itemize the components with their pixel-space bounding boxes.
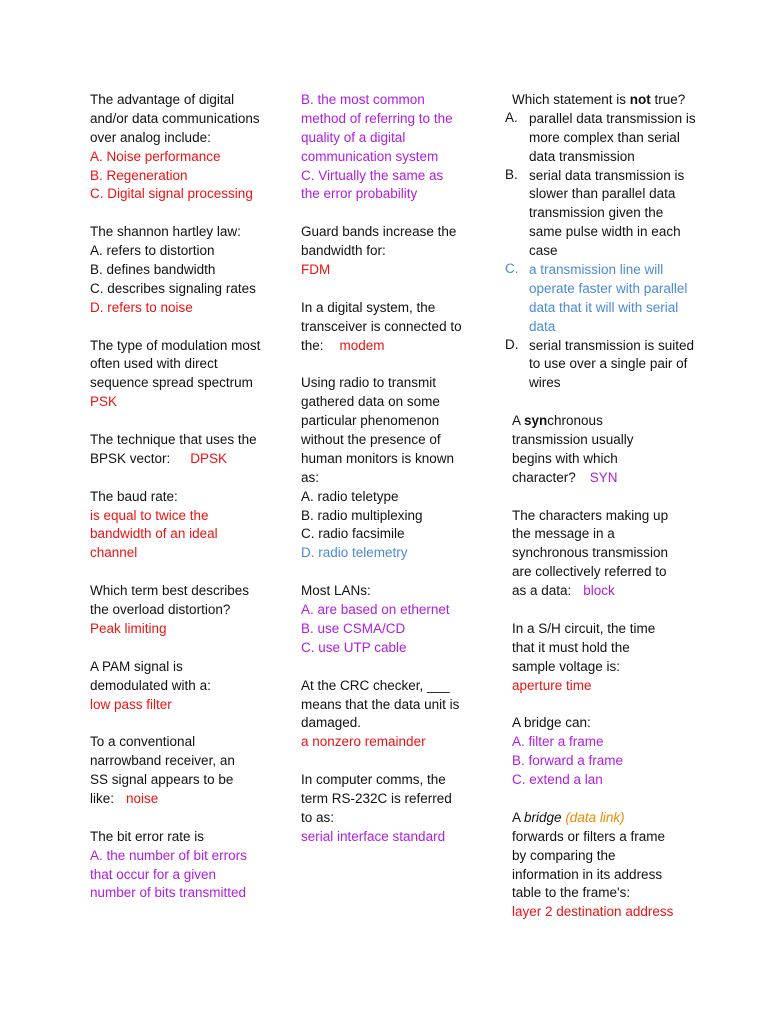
emphasis-text: bridge <box>524 809 562 825</box>
question-bit-error-rate <box>90 828 280 904</box>
question-text: as: <box>301 469 320 485</box>
question-synchronous <box>503 412 709 488</box>
question-text: damaged. <box>301 715 362 731</box>
question-baud-rate <box>90 488 280 564</box>
question-radio-telemetry <box>301 374 486 563</box>
emphasis-text: syn <box>524 413 548 429</box>
question-text: the message in a <box>512 526 615 542</box>
question-text: human monitors is known <box>301 450 455 466</box>
question-text: The baud rate: <box>90 488 178 504</box>
answer-text: FDM <box>301 262 331 278</box>
question-not-true <box>503 91 709 393</box>
question-text: character? <box>512 469 576 485</box>
question-lans <box>301 582 486 658</box>
option-b <box>503 167 709 261</box>
question-text: Which term best describes <box>90 583 250 599</box>
answer-text: data <box>529 318 556 334</box>
answer-text: communication system <box>301 148 439 164</box>
question-text <box>512 809 709 828</box>
question-text <box>90 450 280 469</box>
option-text: B. radio multiplexing <box>301 507 423 523</box>
question-text: like: <box>90 790 115 806</box>
question-rs232c <box>301 771 486 847</box>
question-text: term RS-232C is referred <box>301 790 452 806</box>
question-bridge-can <box>503 714 709 790</box>
answer-text: channel <box>90 545 138 561</box>
option-text: case <box>529 243 558 259</box>
question-text: Which statement is <box>512 92 630 107</box>
question-text <box>512 412 709 431</box>
option-text: C. describes signaling rates <box>90 280 256 296</box>
question-data-block <box>503 507 709 601</box>
question-text: The technique that uses the <box>90 432 257 448</box>
answer-text: B. use CSMA/CD <box>301 620 406 636</box>
answer-text: block <box>583 583 615 599</box>
emphasis-text: not <box>629 92 651 107</box>
answer-text: A. filter a frame <box>512 734 604 750</box>
question-text: SS signal appears to be <box>90 772 234 788</box>
column-1 <box>90 91 280 903</box>
answer-text: operate faster with parallel <box>529 280 688 296</box>
question-overload-distortion <box>90 582 280 639</box>
option-text: slower than parallel data <box>529 186 676 202</box>
question-text: The advantage of digital <box>90 92 235 107</box>
question-text: bandwidth for: <box>301 243 386 259</box>
question-text: demodulated with a: <box>90 677 211 693</box>
question-text: as a data: <box>512 583 572 599</box>
question-text: chronous <box>547 413 603 429</box>
question-modulation-type <box>90 337 280 413</box>
answer-text: a transmission line will <box>529 262 664 278</box>
question-text: narrowband receiver, an <box>90 753 235 769</box>
question-text: The shannon hartley law: <box>90 224 241 240</box>
question-text: particular phenomenon <box>301 413 440 429</box>
answer-text: A. the number of bit errors <box>90 847 247 863</box>
question-text: Most LANs: <box>301 583 371 599</box>
answer-text: low pass filter <box>90 696 172 712</box>
option-text: serial transmission is suited <box>529 337 695 353</box>
answer-text: that occur for a given <box>90 866 217 882</box>
answer-text: method of referring to the <box>301 110 453 126</box>
answer-text: C. extend a lan <box>512 772 603 788</box>
question-text: begins with which <box>512 450 618 466</box>
question-text: transceiver is connected to <box>301 318 462 334</box>
answer-text: C. Digital signal processing <box>90 186 253 202</box>
question-text: In a S/H circuit, the time <box>512 620 656 636</box>
option-text: same pulse width in each <box>529 224 681 240</box>
option-text: A. refers to distortion <box>90 243 215 259</box>
answer-text: aperture time <box>512 677 592 693</box>
answer-text: B. Regeneration <box>90 167 188 183</box>
answer-text: A. are based on ethernet <box>301 602 450 618</box>
question-transceiver <box>301 299 486 356</box>
answer-text: DPSK <box>190 450 228 466</box>
answer-text: serial interface standard <box>301 828 446 844</box>
column-2 <box>301 91 486 847</box>
question-text: often used with direct <box>90 356 218 372</box>
answer-text: a nonzero remainder <box>301 734 426 750</box>
question-text <box>512 582 709 601</box>
question-text: transmission usually <box>512 432 634 448</box>
question-text: sequence spread spectrum <box>90 375 253 391</box>
question-text: by comparing the <box>512 847 616 863</box>
question-text <box>90 790 280 809</box>
question-text: Using radio to transmit <box>301 375 437 391</box>
question-text: Guard bands increase the <box>301 224 457 240</box>
option-a <box>503 110 709 167</box>
question-guard-bands <box>301 223 486 280</box>
answer-text: quality of a digital <box>301 129 406 145</box>
question-text: At the CRC checker, ___ <box>301 677 450 693</box>
question-text: A bridge can: <box>512 715 591 731</box>
option-text: transmission given the <box>529 205 664 221</box>
question-text: the: <box>301 337 324 353</box>
answer-text: B. forward a frame <box>512 753 624 769</box>
option-text: more complex than serial <box>529 129 680 145</box>
option-c-answer <box>503 261 709 337</box>
note-text: (data link) <box>565 809 625 825</box>
answer-text: D. radio telemetry <box>301 545 408 561</box>
question-text: the overload distortion? <box>90 602 231 618</box>
option-text: data transmission <box>529 148 635 164</box>
question-text: A <box>512 413 525 429</box>
question-ss-signal <box>90 733 280 809</box>
question-text <box>503 91 709 110</box>
option-text: parallel data transmission is <box>529 110 696 126</box>
answer-text: the error probability <box>301 186 418 202</box>
question-bpsk-vector <box>90 431 280 469</box>
question-text: information in its address <box>512 866 663 882</box>
question-text: A <box>512 809 525 825</box>
question-text: and/or data communications <box>90 110 260 126</box>
question-text: To a conventional <box>90 734 196 750</box>
option-text: to use over a single pair of <box>529 356 688 372</box>
answer-text: layer 2 destination address <box>512 904 674 920</box>
answer-text: noise <box>126 790 159 806</box>
question-text: without the presence of <box>301 432 441 448</box>
answer-text: D. refers to noise <box>90 299 193 315</box>
question-digital-advantage <box>90 91 280 204</box>
answer-text: data that it will with serial <box>529 299 679 315</box>
answer-text: PSK <box>90 394 118 410</box>
question-text: The type of modulation most <box>90 337 261 353</box>
question-bridge-data-link <box>503 809 709 922</box>
answer-text: modem <box>339 337 385 353</box>
question-text: table to the frame's: <box>512 885 631 901</box>
answer-text: is equal to twice the <box>90 507 209 523</box>
question-text: synchronous transmission <box>512 545 669 561</box>
answer-text: C. Virtually the same as <box>301 167 444 183</box>
question-text <box>301 337 486 356</box>
option-marker: A. <box>505 109 518 125</box>
option-d <box>503 337 709 394</box>
option-marker: C. <box>505 261 519 277</box>
question-shannon-hartley <box>90 223 280 317</box>
question-text: are collectively referred to <box>512 564 667 580</box>
question-text: In computer comms, the <box>301 772 446 788</box>
answer-text: A. Noise performance <box>90 148 221 164</box>
answer-text: B. the most common <box>301 92 425 107</box>
option-text: A. radio teletype <box>301 488 399 504</box>
option-marker: B. <box>505 166 518 182</box>
question-text: that it must hold the <box>512 639 630 655</box>
question-text: The bit error rate is <box>90 828 205 844</box>
question-text: over analog include: <box>90 129 211 145</box>
question-text <box>512 469 709 488</box>
question-text: A PAM signal is <box>90 658 183 674</box>
question-pam-signal <box>90 658 280 715</box>
question-text: sample voltage is: <box>512 658 621 674</box>
answer-text: number of bits transmitted <box>90 885 247 901</box>
option-text: serial data transmission is <box>529 167 685 183</box>
question-text: BPSK vector: <box>90 450 171 466</box>
question-bit-error-rate-continued <box>301 91 486 204</box>
question-crc-checker <box>301 677 486 753</box>
option-text: C. radio facsimile <box>301 526 405 542</box>
answer-text: Peak limiting <box>90 620 167 636</box>
option-text: B. defines bandwidth <box>90 262 216 278</box>
column-3 <box>503 91 709 922</box>
question-text: to as: <box>301 809 335 825</box>
question-text: The characters making up <box>512 507 669 523</box>
question-text: true? <box>650 92 686 107</box>
option-text: wires <box>529 375 561 391</box>
option-marker: D. <box>505 336 519 352</box>
question-text: means that the data unit is <box>301 696 460 712</box>
answer-text: SYN <box>589 469 618 485</box>
question-text: forwards or filters a frame <box>512 828 666 844</box>
answer-text: C. use UTP cable <box>301 639 407 655</box>
question-sh-circuit <box>503 620 709 696</box>
question-text: gathered data on some <box>301 394 440 410</box>
question-text: In a digital system, the <box>301 299 436 315</box>
answer-text: bandwidth of an ideal <box>90 526 218 542</box>
